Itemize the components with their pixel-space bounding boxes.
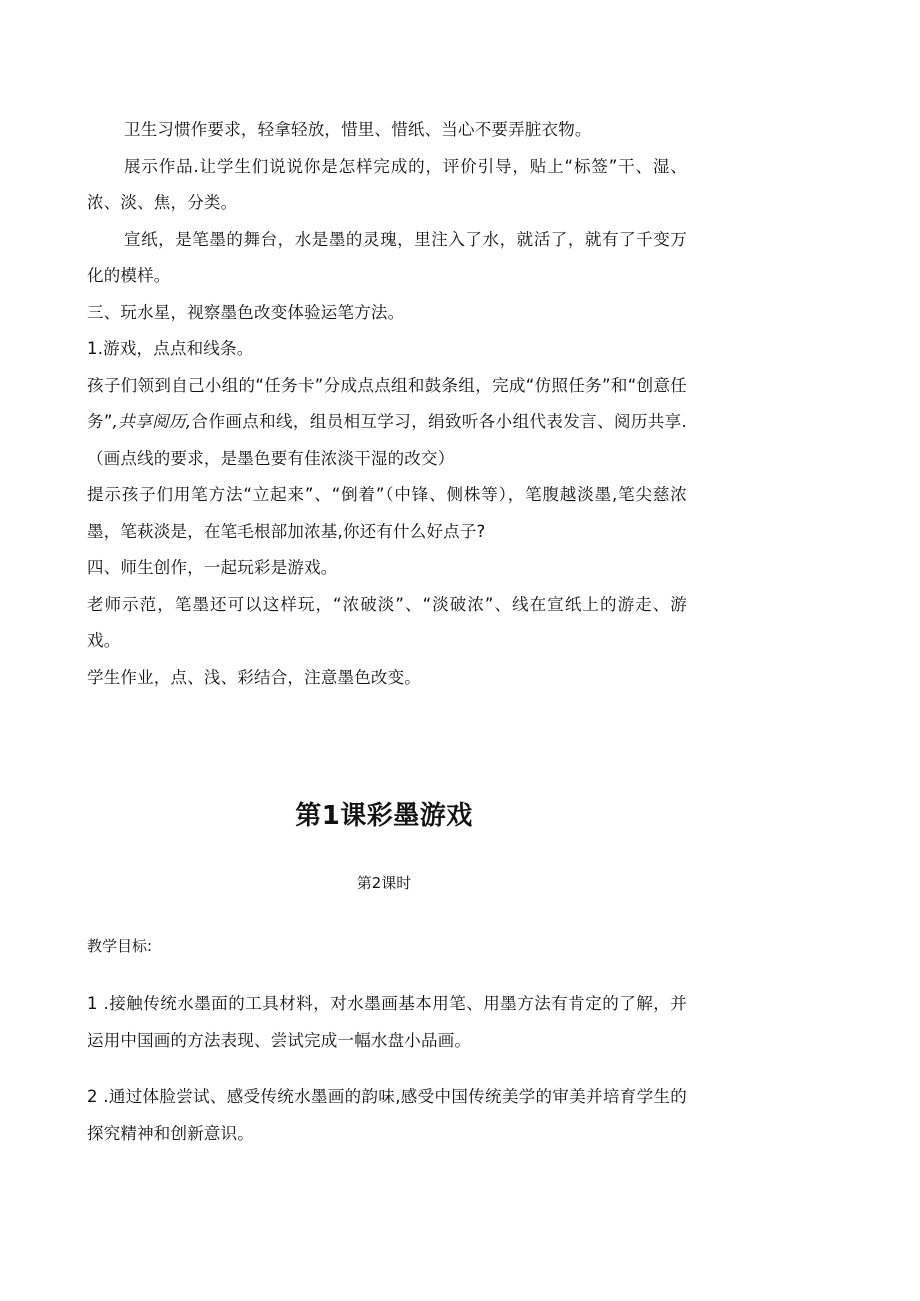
task-card-text-a: 孩子们领到自己小组的“任务卡”分成点点组和鼓条组，完成“仿照任务”和“创意任务” — [87, 375, 687, 431]
game-heading: 1.游戏，点点和线条。 — [87, 339, 254, 358]
lesson-subtitle: 第2课时 — [356, 874, 412, 892]
lesson-title: 第1课彩墨游戏 — [295, 801, 473, 831]
rice-paper-paragraph: 宣纸，是笔墨的舞台，水是墨的灵瑰，里注入了水，就活了，就有了千变万化的模样。 — [87, 229, 687, 285]
objective-1 — [87, 986, 687, 1059]
lesson-body-text — [87, 112, 687, 696]
section-four-heading: 四、师生创作，一起玩彩是游戏。 — [87, 558, 338, 577]
student-work-paragraph: 学生作业，点、浅、彩结合，注意墨色改变。 — [87, 667, 421, 687]
teacher-demo-paragraph: 老师示范，笔墨还可以这样玩，“浓破淡”、“淡破浓”、线在宣纸上的游走、游戏。 — [87, 594, 687, 650]
task-card-text-b: 合作画点和线，组员相互学习，绢致听各小组代表发言、阅历共享.（画点线的要求，是墨色要有佳浓淡干湿的改交） — [87, 412, 688, 468]
objective-2 — [87, 1079, 687, 1152]
display-works-paragraph: 展示作品.让学生们说说你是怎样完成的，评价引导，贴上“标签”干、湿、浓、淡、焦，分类。 — [87, 156, 687, 212]
objectives-label: 教学目标: — [87, 937, 153, 955]
objective-1-text: 1 .接触传统水墨面的工具材料，对水墨画基本用笔、用墨方法有肯定的了解，并运用中国画的方法表现、尝试完成一幅水盘小品画。 — [87, 994, 687, 1050]
task-card-text-italic: ,共享阅历, — [112, 412, 192, 431]
objective-2-text: 2 .通过体脸尝试、感受传统水墨画的韵味,感受中国传统美学的审美并培育学生的探究精神和创新意识。 — [87, 1087, 687, 1143]
hygiene-paragraph: 卫生习惯作要求，轻拿轻放，惜里、惜纸、当心不要弄脏衣物。 — [124, 120, 592, 139]
task-card-paragraph — [87, 368, 687, 478]
section-three-heading: 三、玩水星，视察墨色改变体验运笔方法。 — [87, 302, 405, 322]
brush-method-paragraph: 提示孩子们用笔方法“立起来”、“倒着”（中锋、侧株等），笔腹越淡墨,笔尖慈浓墨，笔萩淡是，在笔毛根部加浓基,你还有什么好点子? — [87, 485, 687, 541]
